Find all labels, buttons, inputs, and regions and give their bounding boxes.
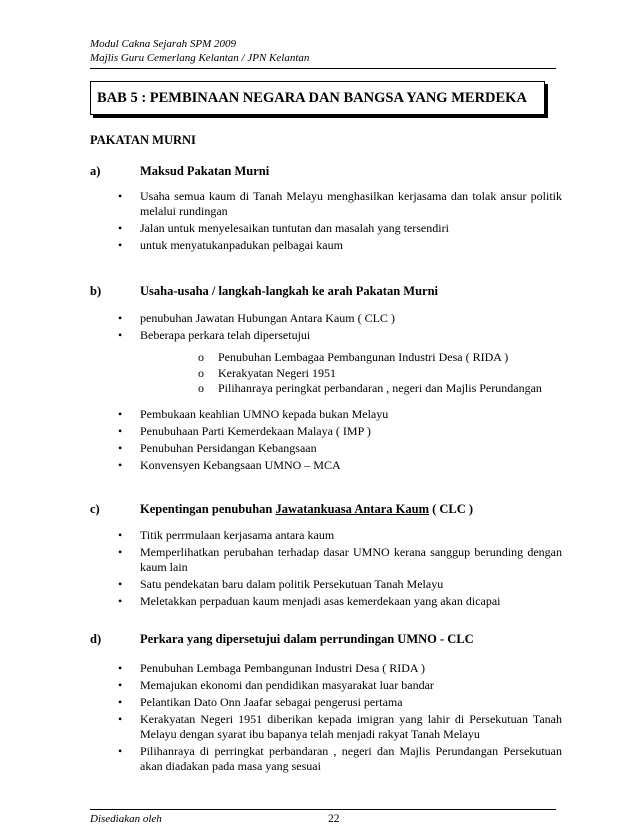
section-c-title-pre: Kepentingan penubuhan — [140, 502, 276, 516]
list-item: • untuk menyatukanpadukan pelbagai kaum — [118, 238, 562, 253]
list-item: • Jalan untuk menyelesaikan tuntutan dan masalah yang tersendiri — [118, 221, 562, 236]
list-item: • Beberapa perkara telah dipersetujui — [118, 328, 562, 343]
section-b-title: Usaha-usaha / langkah-langkah ke arah Pakatan Murni — [140, 284, 438, 298]
list-item: • Penubuhaan Parti Kemerdekaan Malaya ( IMP ) — [118, 424, 562, 439]
section-d-letter: d) — [90, 632, 102, 646]
list-item: • Titik perrmulaan kerjasama antara kaum — [118, 528, 562, 543]
section-d-heading — [90, 632, 474, 647]
page-number: 22 — [328, 813, 340, 825]
header-line-2: Majlis Guru Cemerlang Kelantan / JPN Kelantan — [90, 52, 310, 64]
sub-list-item: o Pilihanraya peringkat perbandaran , negeri dan Majlis Perundangan — [196, 381, 576, 397]
section-b-sub-bullets — [196, 350, 576, 397]
list-item: • Meletakkan perpaduan kaum menjadi asas kemerdekaan yang akan dicapai — [118, 594, 562, 609]
list-item: • Penubuhan Persidangan Kebangsaan — [118, 441, 562, 456]
section-a-bullets — [118, 189, 562, 255]
sub-list-item: o Kerakyatan Negeri 1951 — [196, 366, 576, 382]
list-item: • Kerakyatan Negeri 1951 diberikan kepada imigran yang lahir di Persekutuan Tanah Melayu dengan syarat ibu bapanya telah menjadi rakyat Tanah Melayu — [118, 712, 562, 742]
section-a-heading — [90, 164, 269, 179]
section-b-heading — [90, 284, 438, 299]
section-c-title-post: ( CLC ) — [428, 502, 474, 516]
list-item: • Pembukaan keahlian UMNO kepada bukan Melayu — [118, 407, 562, 422]
section-b-bullets — [118, 311, 562, 345]
section-c-title-underlined: Jawatankuasa Antara Kaum — [275, 502, 429, 516]
section-title: PAKATAN MURNI — [90, 133, 196, 147]
section-d-title: Perkara yang dipersetujui dalam perrundingan UMNO - CLC — [140, 632, 474, 646]
section-c-bullets — [118, 528, 562, 611]
header-line-1: Modul Cakna Sejarah SPM 2009 — [90, 38, 237, 50]
list-item: • Konvensyen Kebangsaan UMNO – MCA — [118, 458, 562, 473]
footer-prepared-by: Disediakan oleh — [90, 813, 162, 825]
header-rule — [90, 68, 556, 69]
section-a-letter: a) — [90, 164, 101, 178]
section-a-title: Maksud Pakatan Murni — [140, 164, 270, 178]
list-item: • Satu pendekatan baru dalam politik Persekutuan Tanah Melayu — [118, 577, 562, 592]
section-c-heading — [90, 502, 473, 517]
chapter-title: BAB 5 : PEMBINAAN NEGARA DAN BANGSA YANG MERDEKA — [97, 89, 527, 106]
list-item: • Memperlihatkan perubahan terhadap dasar UMNO kerana sanggup berunding dengan kaum lain — [118, 545, 562, 575]
section-b-letter: b) — [90, 284, 102, 298]
list-item: • Memajukan ekonomi dan pendidikan masyarakat luar bandar — [118, 678, 562, 693]
section-d-bullets — [118, 661, 562, 776]
chapter-title-box — [90, 81, 545, 115]
list-item: • Penubuhan Lembaga Pembangunan Industri Desa ( RIDA ) — [118, 661, 562, 676]
list-item: • penubuhan Jawatan Hubungan Antara Kaum ( CLC ) — [118, 311, 562, 326]
page-header — [90, 37, 309, 65]
section-b-bullets-2 — [118, 407, 562, 475]
list-item: • Usaha semua kaum di Tanah Melayu menghasilkan kerjasama dan tolak ansur politik melalui rundingan — [118, 189, 562, 219]
footer-rule — [90, 809, 556, 810]
section-c-letter: c) — [90, 502, 100, 516]
sub-list-item: o Penubuhan Lembagaa Pembangunan Industri Desa ( RIDA ) — [196, 350, 576, 366]
list-item: • Pilihanraya di perringkat perbandaran , negeri dan Majlis Perundangan Persekutuan akan diadakan pada masa yang sesuai — [118, 744, 562, 774]
list-item: • Pelantikan Dato Onn Jaafar sebagai pengerusi pertama — [118, 695, 562, 710]
